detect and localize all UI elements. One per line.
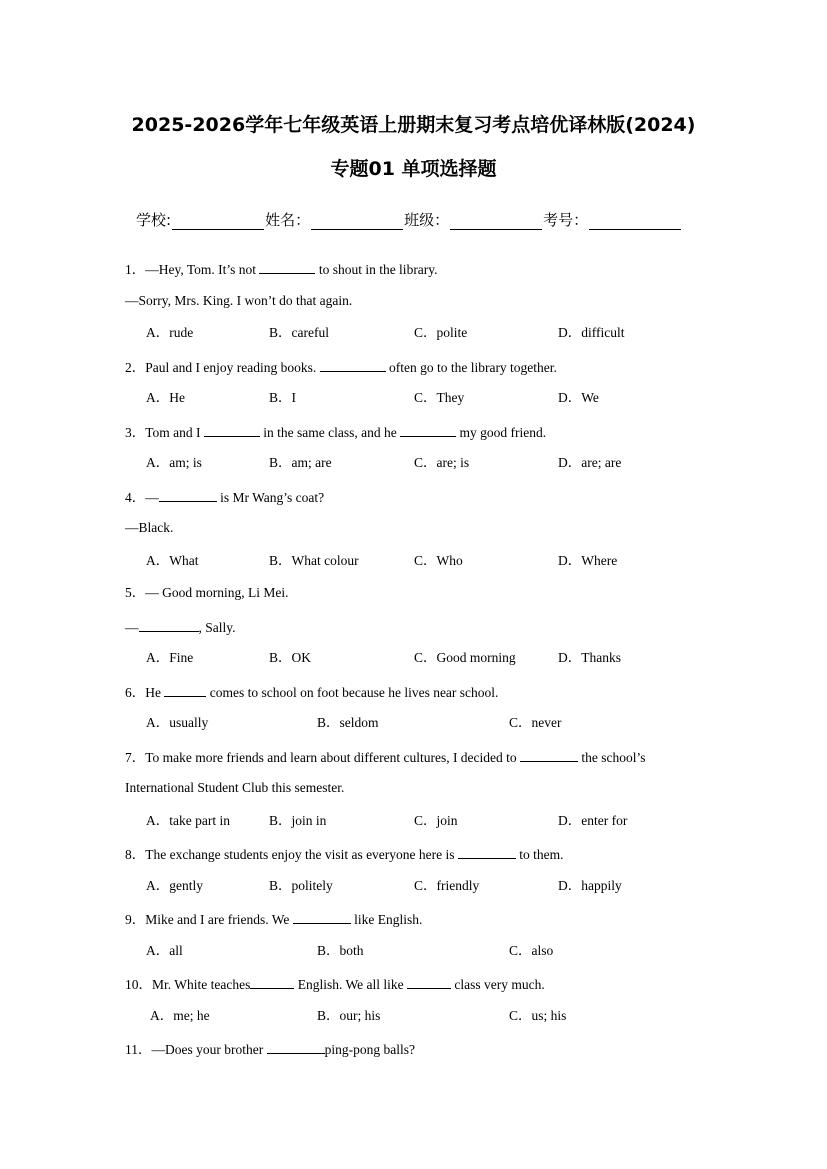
- class-blank[interactable]: [450, 213, 542, 230]
- q4-option-a[interactable]: A．What: [146, 553, 199, 568]
- answer-blank[interactable]: [293, 910, 351, 924]
- question-5-stem: 5．— Good morning, Li Mei.: [125, 585, 289, 600]
- q8-option-c[interactable]: C．friendly: [414, 878, 480, 893]
- q3-option-b[interactable]: B．am; are: [269, 455, 332, 470]
- q5-option-a[interactable]: A．Fine: [146, 650, 194, 665]
- answer-blank[interactable]: [164, 683, 206, 697]
- name-blank[interactable]: [311, 213, 403, 230]
- q8-option-b[interactable]: B．politely: [269, 878, 333, 893]
- q5-option-b[interactable]: B．OK: [269, 650, 312, 665]
- q2-option-d[interactable]: D．We: [558, 390, 599, 405]
- answer-blank[interactable]: [259, 260, 315, 274]
- answer-blank[interactable]: [520, 748, 578, 762]
- q9-option-c[interactable]: C．also: [509, 943, 554, 958]
- q9-option-a[interactable]: A．all: [146, 943, 183, 958]
- class-label: 班级：: [404, 211, 450, 229]
- answer-blank[interactable]: [204, 423, 260, 437]
- number-label: 考号：: [543, 211, 589, 229]
- answer-blank[interactable]: [139, 618, 199, 632]
- document-subtitle: 专题01 单项选择题: [330, 158, 497, 180]
- q8-option-d[interactable]: D．happily: [558, 878, 622, 893]
- q7-option-d[interactable]: D．enter for: [558, 813, 628, 828]
- q4-option-c[interactable]: C．Who: [414, 553, 463, 568]
- answer-blank[interactable]: [267, 1040, 325, 1054]
- q6-option-a[interactable]: A．usually: [146, 715, 209, 730]
- answer-blank[interactable]: [159, 488, 217, 502]
- q3-option-a[interactable]: A．am; is: [146, 455, 202, 470]
- question-1-stem: 1．—Hey, Tom. It’s not to shout in the library.: [125, 262, 438, 277]
- answer-blank[interactable]: [458, 845, 516, 859]
- q7-option-c[interactable]: C．join: [414, 813, 458, 828]
- document-title: 2025-2026学年七年级英语上册期末复习考点培优译林版(2024): [131, 114, 696, 136]
- name-label: 姓名：: [265, 211, 311, 229]
- number-blank[interactable]: [589, 213, 681, 230]
- question-5-reply: — , Sally.: [125, 620, 236, 635]
- question-11-stem: 11．—Does your brother ping-pong balls?: [125, 1042, 415, 1057]
- school-blank[interactable]: [172, 213, 264, 230]
- answer-blank[interactable]: [320, 358, 386, 372]
- question-4-reply: —Black.: [125, 520, 174, 535]
- q7-option-b[interactable]: B．join in: [269, 813, 327, 828]
- q6-option-b[interactable]: B．seldom: [317, 715, 379, 730]
- q1-option-a[interactable]: A．rude: [146, 325, 194, 340]
- school-label: 学校:: [136, 211, 172, 229]
- question-1-reply: —Sorry, Mrs. King. I won’t do that again.: [125, 293, 353, 308]
- question-6-stem: 6．He comes to school on foot because he lives near school.: [125, 685, 499, 700]
- answer-blank[interactable]: [407, 975, 451, 989]
- q7-option-a[interactable]: A．take part in: [146, 813, 230, 828]
- q5-option-d[interactable]: D．Thanks: [558, 650, 621, 665]
- question-8-stem: 8．The exchange students enjoy the visit as everyone here is to them.: [125, 847, 564, 862]
- q1-option-b[interactable]: B．careful: [269, 325, 329, 340]
- q8-option-a[interactable]: A．gently: [146, 878, 203, 893]
- question-7-continuation: International Student Club this semester.: [125, 780, 345, 795]
- q1-option-c[interactable]: C．polite: [414, 325, 468, 340]
- q3-option-d[interactable]: D．are; are: [558, 455, 622, 470]
- question-7-stem: 7．To make more friends and learn about different cultures, I decided to the school’s: [125, 750, 646, 765]
- q2-option-c[interactable]: C．They: [414, 390, 465, 405]
- q9-option-b[interactable]: B．both: [317, 943, 364, 958]
- q6-option-c[interactable]: C．never: [509, 715, 562, 730]
- question-10-stem: 10．Mr. White teaches English. We all like class very much.: [125, 977, 545, 992]
- question-9-stem: 9．Mike and I are friends. We like English.: [125, 912, 423, 927]
- q4-option-d[interactable]: D．Where: [558, 553, 618, 568]
- q1-option-d[interactable]: D．difficult: [558, 325, 625, 340]
- q10-option-a[interactable]: A．me; he: [150, 1008, 210, 1023]
- q2-option-a[interactable]: A．He: [146, 390, 185, 405]
- question-3-stem: 3．Tom and I in the same class, and he my good friend.: [125, 425, 547, 440]
- q3-option-c[interactable]: C．are; is: [414, 455, 470, 470]
- question-4-stem: 4．— is Mr Wang’s coat?: [125, 490, 325, 505]
- q10-option-c[interactable]: C．us; his: [509, 1008, 567, 1023]
- q4-option-b[interactable]: B．What colour: [269, 553, 359, 568]
- question-2-stem: 2．Paul and I enjoy reading books. often go to the library together.: [125, 360, 557, 375]
- answer-blank[interactable]: [400, 423, 456, 437]
- q5-option-c[interactable]: C．Good morning: [414, 650, 516, 665]
- q2-option-b[interactable]: B．I: [269, 390, 296, 405]
- q10-option-b[interactable]: B．our; his: [317, 1008, 381, 1023]
- student-info-row: [136, 209, 682, 230]
- answer-blank[interactable]: [250, 975, 294, 989]
